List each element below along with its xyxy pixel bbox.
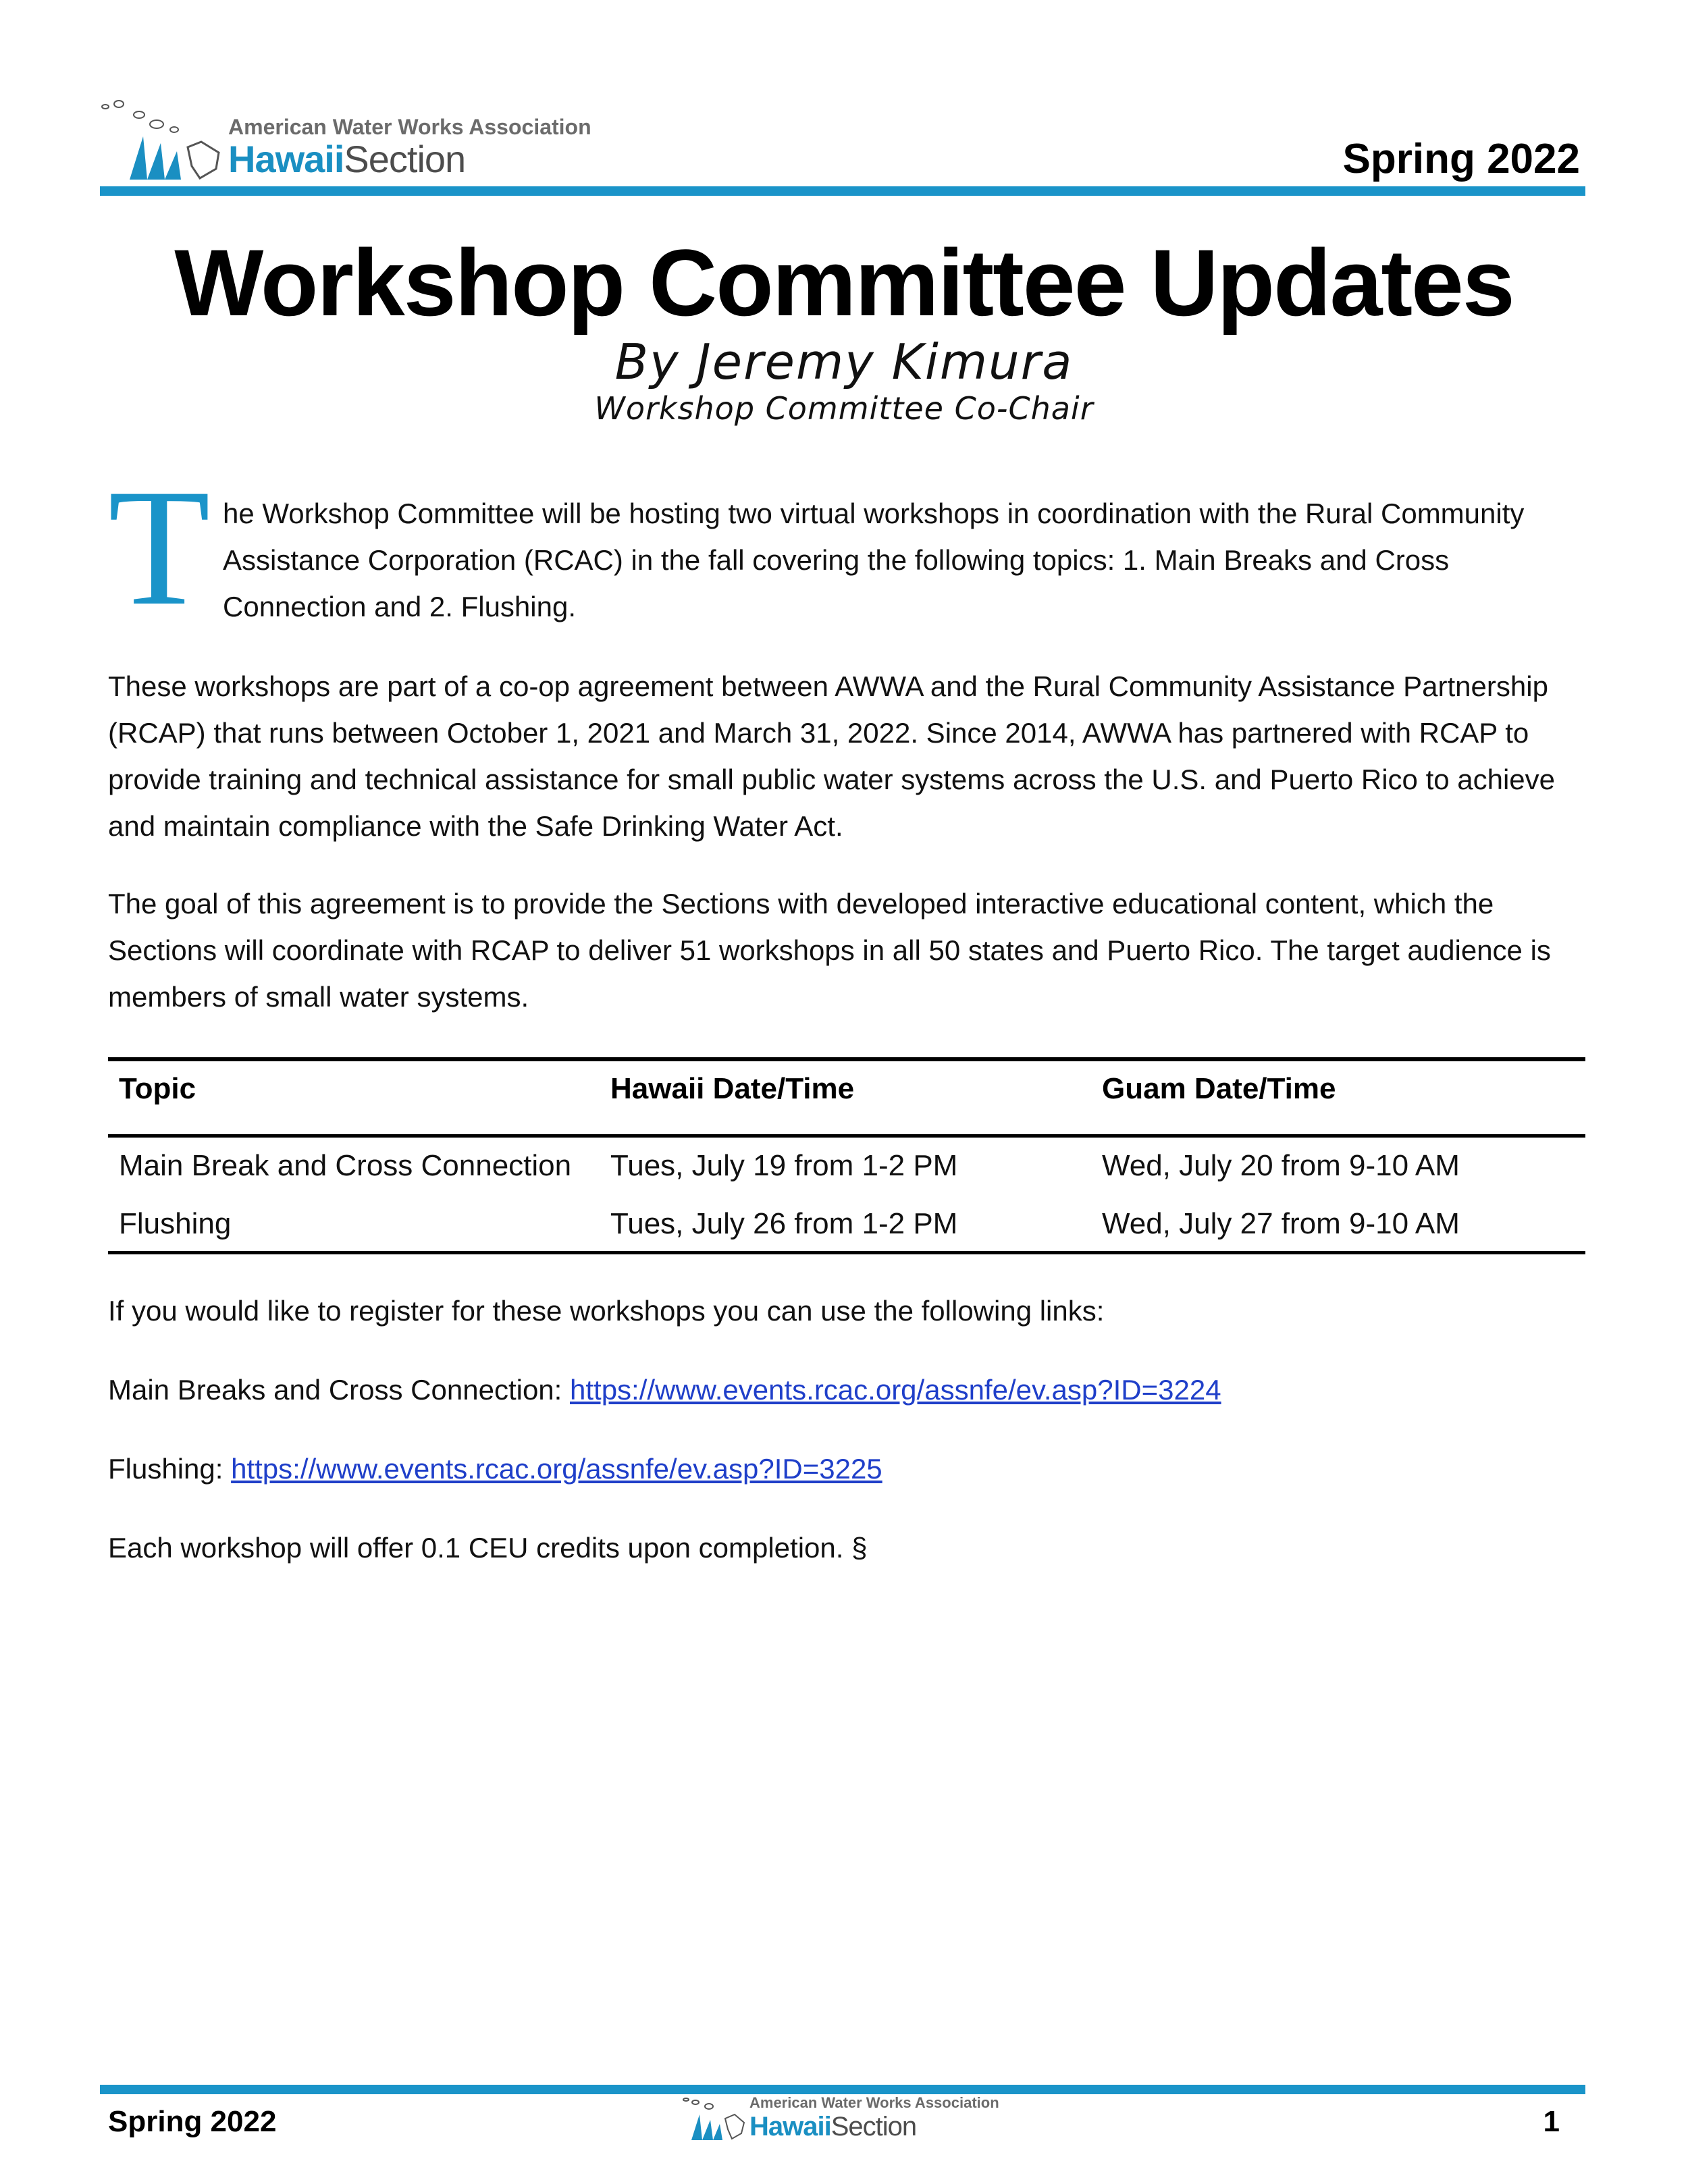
link-label-flushing: Flushing: (108, 1453, 232, 1485)
table-header-guam: Guam Date/Time (1102, 1072, 1336, 1105)
table-cell-topic: Flushing (119, 1207, 232, 1240)
registration-line-flushing (108, 1445, 882, 1492)
footer-logo-association-text: American Water Works Association (749, 2094, 999, 2111)
table-cell-hawaii: Tues, July 26 from 1-2 PM (610, 1207, 958, 1240)
footer-hawaii-islands-icon (682, 2085, 749, 2146)
footer-logo-hawaii-word: Hawaii (749, 2112, 831, 2141)
registration-line-main-breaks (108, 1366, 1221, 1413)
article-title: Workshop Committee Updates (174, 230, 1514, 336)
table-cell-guam: Wed, July 20 from 9-10 AM (1102, 1149, 1460, 1182)
main-breaks-link[interactable]: https://www.events.rcac.org/assnfe/ev.asp?ID=3224 (570, 1374, 1221, 1406)
footer-season: Spring 2022 (108, 2105, 277, 2138)
logo-section-word: Section (344, 138, 466, 180)
link-label-main-breaks: Main Breaks and Cross Connection: (108, 1374, 570, 1406)
logo-hawaii-word: Hawaii (228, 138, 344, 180)
paragraph-intro: he Workshop Committee will be hosting two virtual workshops in coordination with the Rural Community Assistance Corporation (RCAC) in the fall covering the following topics: 1. Main Breaks and Cross Connection and 2. Flushing. (223, 498, 1525, 622)
footer-logo (682, 2085, 1020, 2146)
paragraph-goal: The goal of this agreement is to provide the Sections with developed interactive educational content, which the Sections will coordinate with RCAP to deliver 51 workshops in all 50 states and Puerto Rico. The target audience is members of small water systems. (108, 888, 1551, 1013)
author-role: Workshop Committee Co-Chair (594, 390, 1094, 427)
page-number: 1 (1543, 2105, 1560, 2138)
table-header-hawaii: Hawaii Date/Time (610, 1072, 855, 1105)
closing-note: Each workshop will offer 0.1 CEU credits upon completion. § (108, 1532, 868, 1564)
flushing-link[interactable]: https://www.events.rcac.org/assnfe/ev.asp?ID=3225 (231, 1453, 882, 1485)
logo-section-name (228, 139, 465, 180)
logo-association-text: American Water Works Association (228, 115, 591, 139)
article-byline: By Jeremy Kimura (614, 334, 1074, 390)
drop-cap: T (108, 454, 211, 640)
table-header-topic: Topic (119, 1072, 196, 1105)
hawaii-islands-icon (100, 95, 228, 189)
footer-logo-section-word: Section (830, 2112, 917, 2141)
paragraph-agreement: These workshops are part of a co-op agreement between AWWA and the Rural Community Assistance Partnership (RCAP) that runs between October 1, 2021 and March 31, 2022. Since 2014, AWWA has partnered with RCAP to provide training and technical assistance for small public water systems across the U.S. and Puerto Rico to achieve and maintain compliance with the Safe Drinking Water Act. (108, 670, 1556, 842)
table-cell-hawaii: Tues, July 19 from 1-2 PM (610, 1149, 958, 1182)
table-cell-topic: Main Break and Cross Connection (119, 1149, 572, 1182)
header-rule (100, 186, 1585, 196)
issue-season: Spring 2022 (1342, 136, 1580, 182)
header-logo (100, 95, 613, 189)
table-bottom-rule (108, 1251, 1585, 1254)
table-header-rule (108, 1134, 1585, 1138)
registration-intro: If you would like to register for these workshops you can use the following links: (108, 1295, 1105, 1327)
table-cell-guam: Wed, July 27 from 9-10 AM (1102, 1207, 1460, 1240)
footer-logo-section-name (749, 2112, 916, 2141)
table-top-rule (108, 1057, 1585, 1061)
